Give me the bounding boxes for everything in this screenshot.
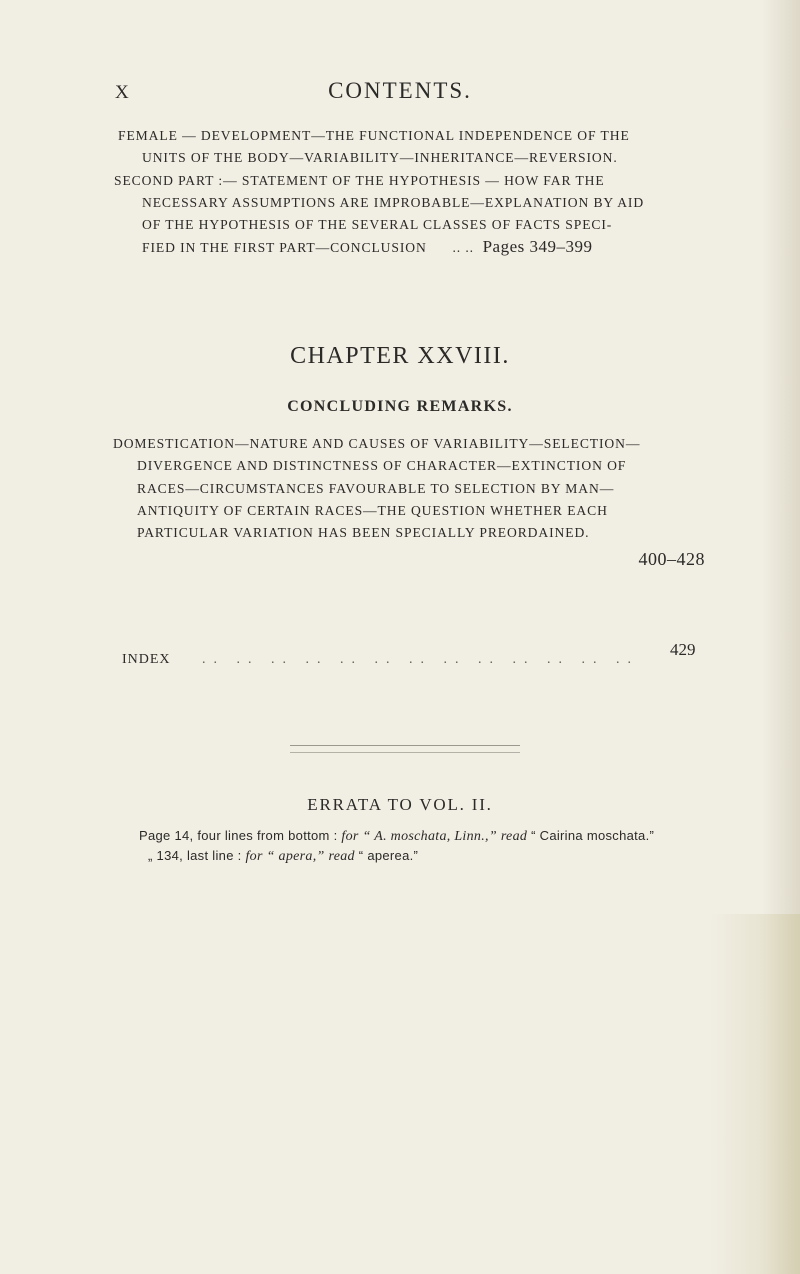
previous-chapter-synopsis [114, 125, 718, 260]
synopsis-line: FIED IN THE FIRST PART—CONCLUSION [142, 240, 427, 256]
index-label: INDEX [122, 652, 171, 667]
chapter-heading: CHAPTER XXVIII. [290, 343, 510, 369]
synopsis-line: SECOND PART :— STATEMENT OF THE HYPOTHESIS — HOW FAR THE [114, 172, 605, 188]
errata-for: for [245, 849, 263, 864]
page-header [0, 78, 800, 112]
chapter-synopsis [113, 433, 723, 544]
errata-wrong-text: “ A. moschata, Linn.,” [362, 829, 497, 844]
synopsis-line: UNITS OF THE BODY—VARIABILITY—INHERITANCE—REVERSION. [142, 150, 618, 166]
synopsis-last-line [118, 236, 718, 259]
index-entry [122, 640, 712, 678]
errata-title: ERRATA TO VOL. II. [307, 795, 493, 814]
chapter-title: CONCLUDING REMARKS. [287, 398, 513, 415]
synopsis-line: ANTIQUITY OF CERTAIN RACES—THE QUESTION WHETHER EACH [137, 502, 608, 518]
index-page-number: 429 [670, 640, 696, 659]
divider-rule [290, 752, 520, 753]
page-range: Pages 349–399 [482, 237, 593, 257]
synopsis-line: DIVERGENCE AND DISTINCTNESS OF CHARACTER—EXTINCTION OF [137, 458, 627, 474]
errata-entry [148, 848, 800, 865]
page-stain [710, 914, 800, 1274]
dot-leader: .. .. [452, 240, 474, 256]
errata-wrong-text: “ apera,” [266, 849, 325, 864]
running-title: CONTENTS. [328, 78, 472, 103]
dot-leader: .. .. .. .. .. .. .. .. .. .. .. .. .. [202, 652, 639, 667]
divider-rule [290, 745, 520, 746]
errata-entry [139, 828, 799, 845]
synopsis-line: FEMALE — DEVELOPMENT—THE FUNCTIONAL INDEPENDENCE OF THE [118, 128, 630, 143]
synopsis-line: DOMESTICATION—NATURE AND CAUSES OF VARIABILITY—SELECTION— [113, 436, 641, 451]
errata-for: for [341, 829, 359, 844]
synopsis-line: NECESSARY ASSUMPTIONS ARE IMPROBABLE—EXPLANATION BY AID [142, 194, 645, 210]
synopsis-line: RACES—CIRCUMSTANCES FAVOURABLE TO SELECTION BY MAN— [137, 480, 615, 496]
synopsis-line: PARTICULAR VARIATION HAS BEEN SPECIALLY PREORDAINED. [137, 525, 590, 541]
errata-correct-text: “ Cairina moschata.” [531, 828, 655, 843]
errata-location: „ 134, last line : [148, 848, 242, 863]
synopsis-line: OF THE HYPOTHESIS OF THE SEVERAL CLASSES OF FACTS SPECI- [142, 217, 613, 233]
page-number: X [115, 82, 130, 103]
errata-location: Page 14, four lines from bottom : [139, 828, 338, 843]
errata-read: read [328, 849, 355, 864]
errata-correct-text: “ aperea.” [358, 848, 419, 863]
errata-read: read [500, 829, 528, 844]
page-range: 400–428 [638, 549, 705, 569]
